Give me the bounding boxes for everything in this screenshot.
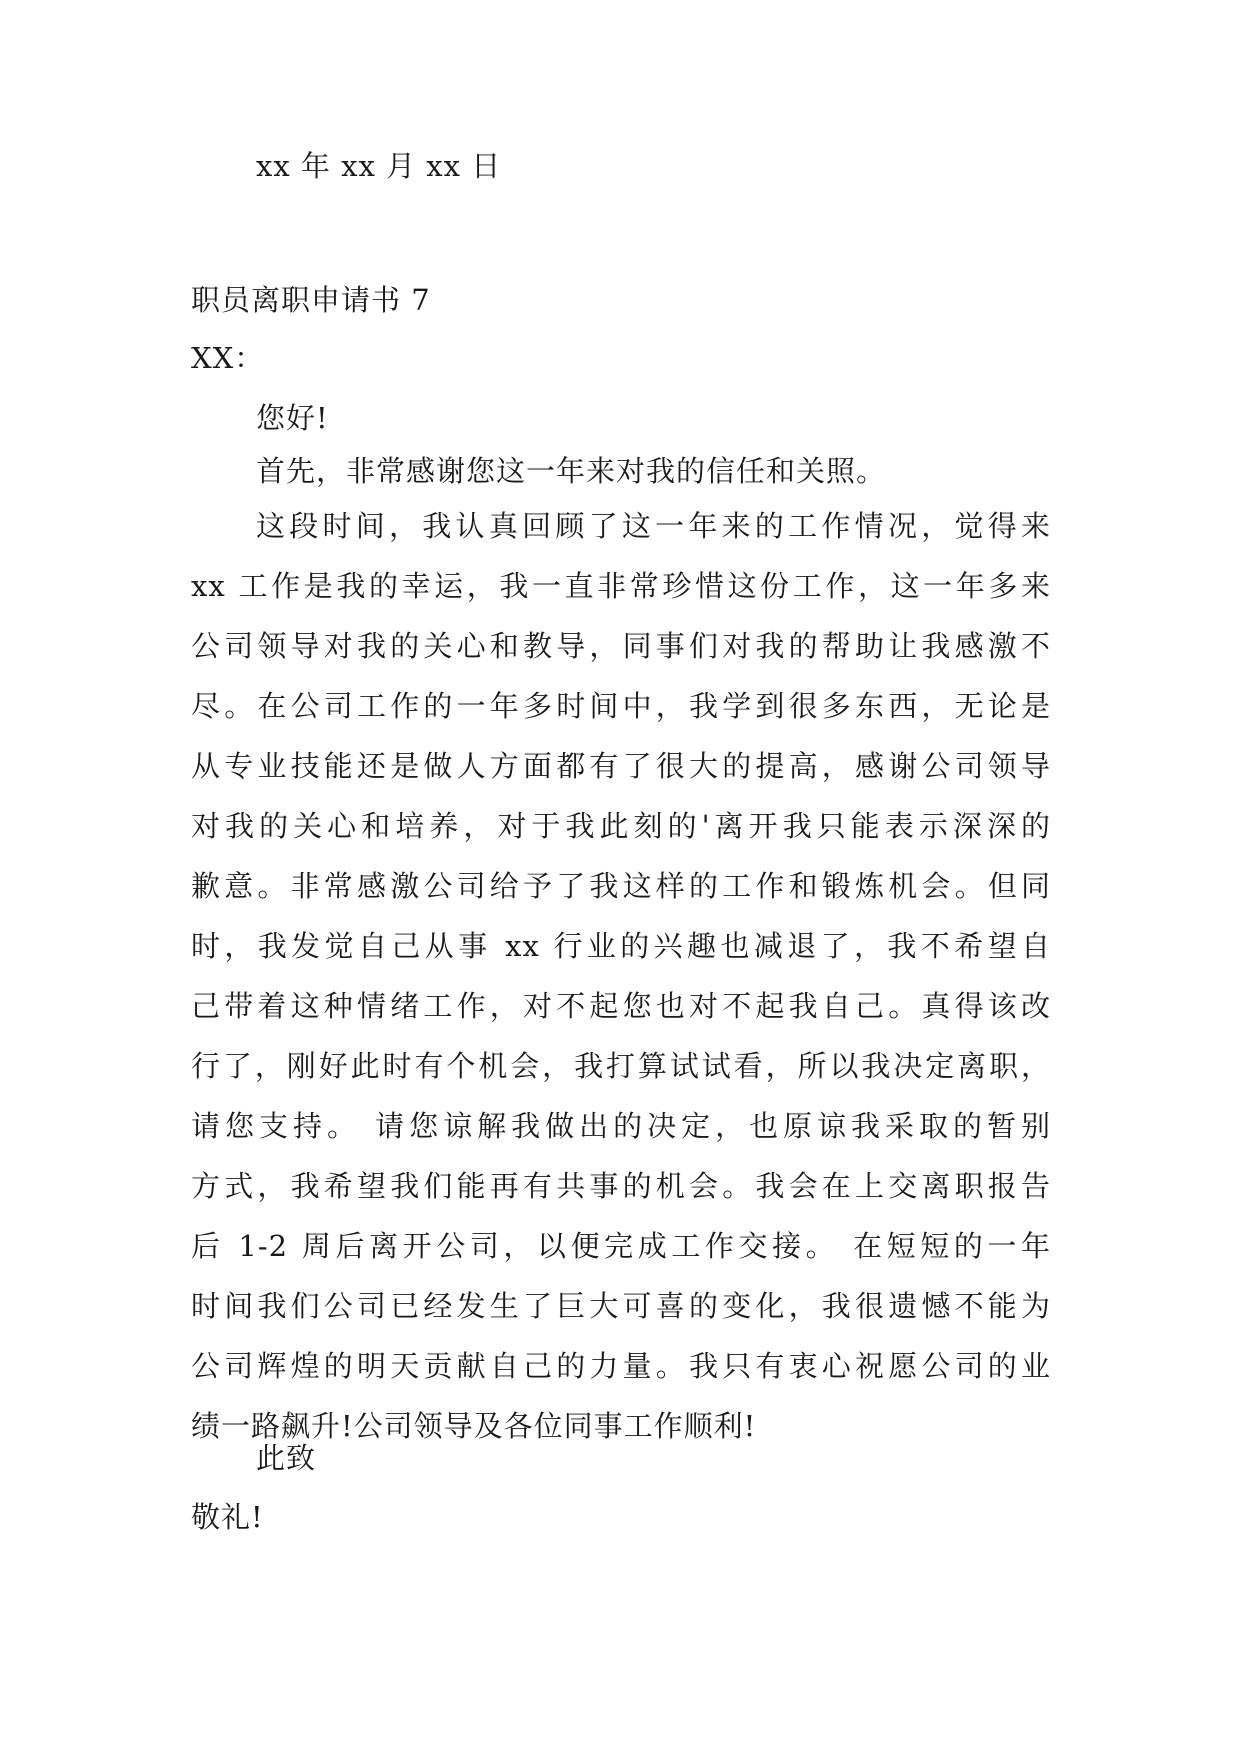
date-line: xx 年 xx 月 xx 日	[256, 149, 502, 183]
document-title: 职员离职申请书 7	[191, 283, 431, 317]
closing-line: 此致	[256, 1441, 317, 1475]
body-line: xx 工作是我的幸运，我一直非常珍惜这份工作，这一年多来	[191, 569, 1051, 603]
body-line: 时，我发觉自己从事 xx 行业的兴趣也减退了，我不希望自	[191, 929, 1051, 963]
salutation: XX：	[191, 341, 265, 375]
body-line: 请您支持。 请您谅解我做出的决定，也原谅我采取的暂别	[191, 1109, 1051, 1143]
body-line: 后 1-2 周后离开公司，以便完成工作交接。 在短短的一年	[191, 1229, 1051, 1263]
regards-line: 敬礼!	[191, 1500, 264, 1534]
greeting: 您好!	[256, 401, 329, 435]
body-line: 从专业技能还是做人方面都有了很大的提高，感谢公司领导	[191, 749, 1051, 783]
body-line: 歉意。非常感激公司给予了我这样的工作和锻炼机会。但同	[191, 869, 1051, 903]
body-line: 尽。在公司工作的一年多时间中，我学到很多东西，无论是	[191, 689, 1051, 723]
body-line: 对我的关心和培养，对于我此刻的'离开我只能表示深深的	[191, 809, 1051, 843]
opening-line: 首先，非常感谢您这一年来对我的信任和关照。	[256, 454, 887, 488]
body-line: 己带着这种情绪工作，对不起您也对不起我自己。真得该改	[191, 989, 1051, 1023]
body-line: 绩一路飙升!公司领导及各位同事工作顺利!	[191, 1409, 757, 1443]
body-line: 公司辉煌的明天贡献自己的力量。我只有衷心祝愿公司的业	[191, 1349, 1051, 1383]
body-line: 这段时间，我认真回顾了这一年来的工作情况，觉得来	[256, 509, 1051, 543]
body-line: 行了，刚好此时有个机会，我打算试试看，所以我决定离职，	[191, 1049, 1051, 1083]
body-line: 方式，我希望我们能再有共事的机会。我会在上交离职报告	[191, 1169, 1051, 1203]
body-line: 时间我们公司已经发生了巨大可喜的变化，我很遗憾不能为	[191, 1289, 1051, 1323]
body-line: 公司领导对我的关心和教导，同事们对我的帮助让我感激不	[191, 629, 1051, 663]
body-paragraph	[191, 506, 1051, 1466]
